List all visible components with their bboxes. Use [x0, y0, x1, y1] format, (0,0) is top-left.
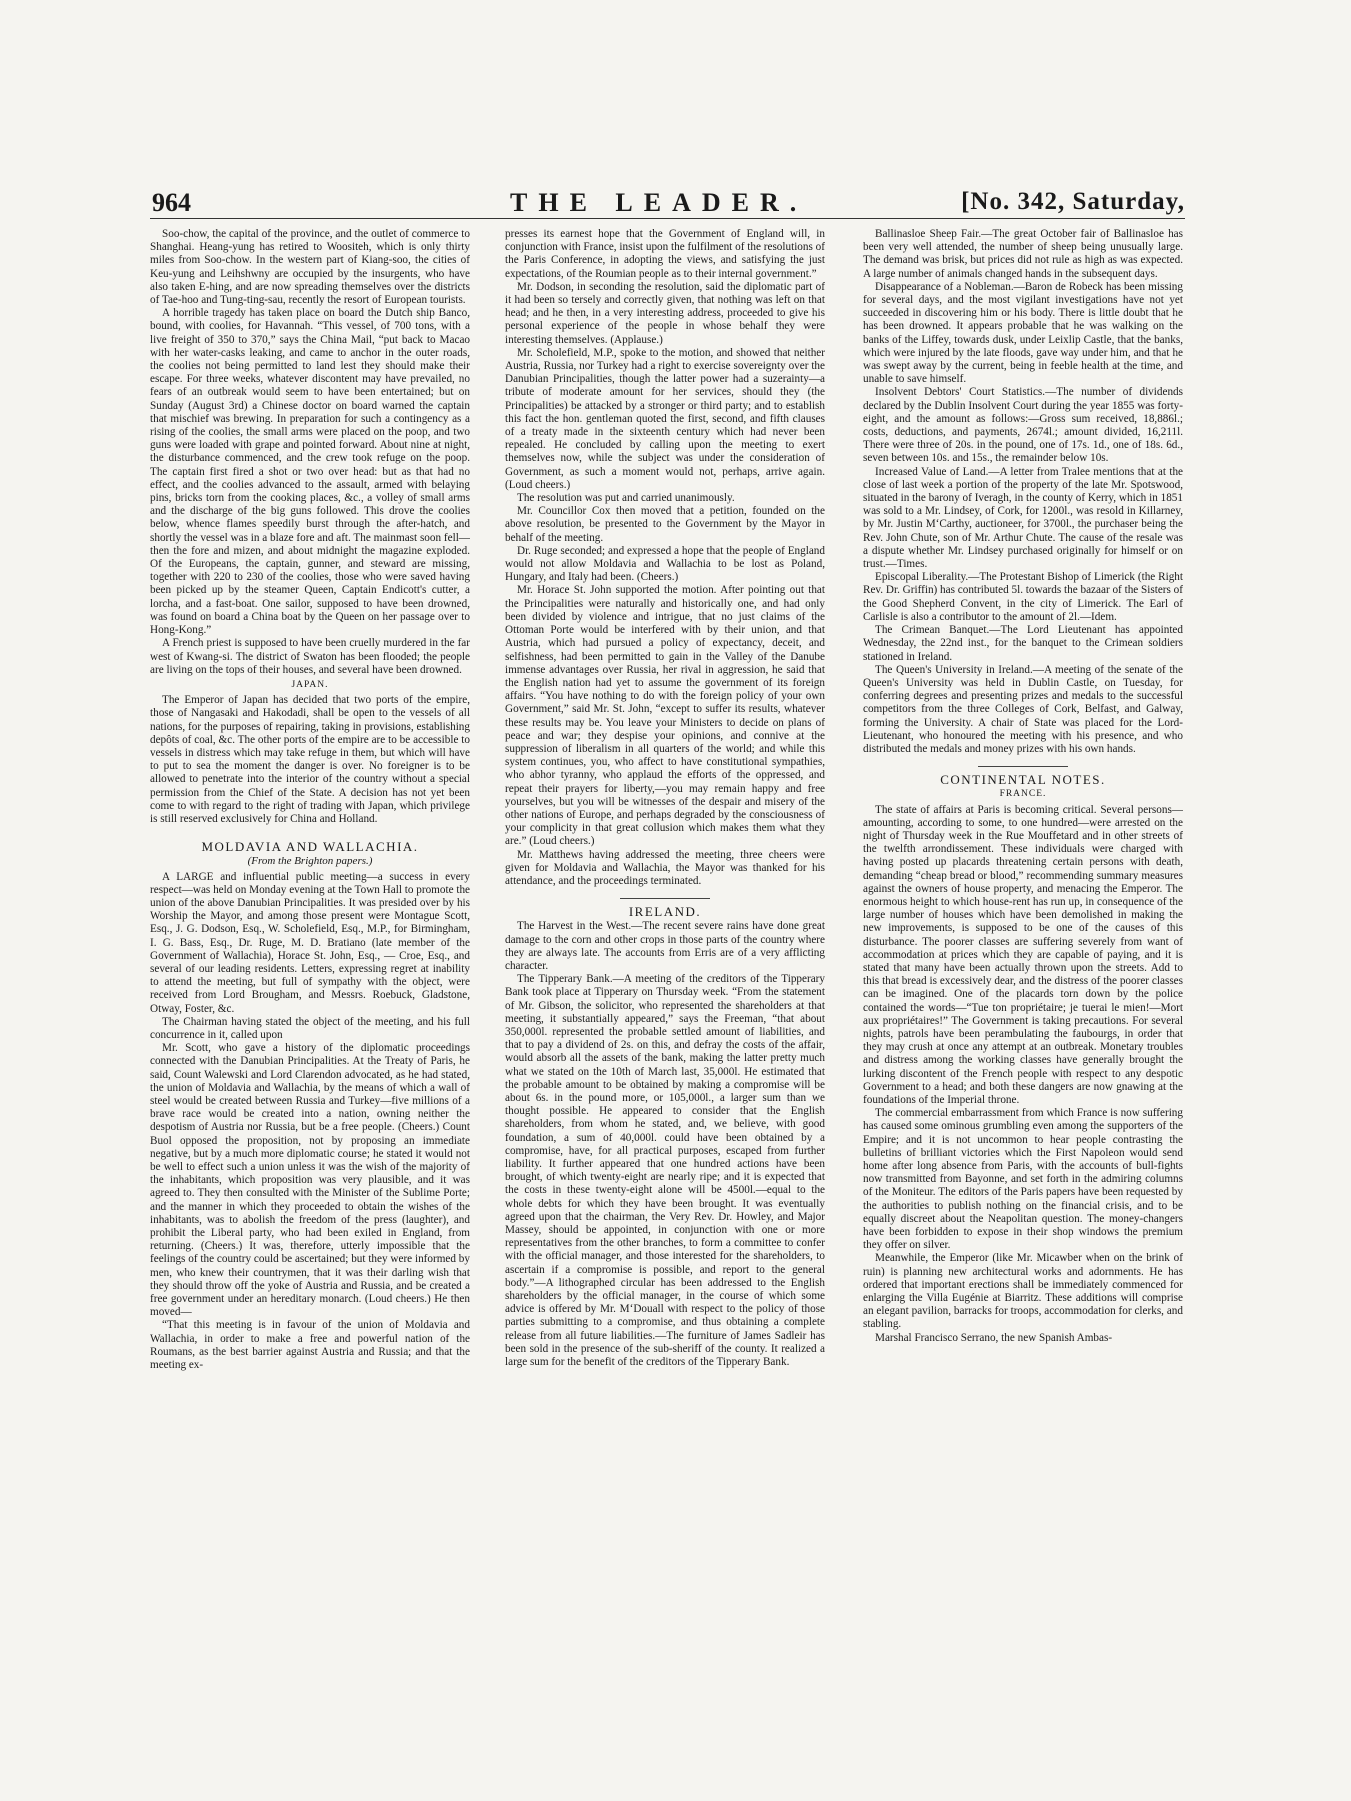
section-source: (From the Brighton papers.)	[247, 855, 373, 868]
section-heading-moldavia: MOLDAVIA AND WALLACHIA.	[201, 839, 419, 855]
article-paragraph: Mr. Scott, who gave a history of the diplomatic proceedings connected with the Danubian Principalities. At the Treaty of Paris, he said, Count Walewski and Lord Clarendon advocated, as he had stated, the union of Moldavia and Wallachia, by the means of which a wall of steel would be created between Russia and Turkey—five millions of a brave race would be created into a nation, owning neither the despotism of Austria nor Russia, but be a free people. (Cheers.) Count Buol opposed the proposition, not by proposing an immediate negative, but by a much more diplomatic course; he stated it would not be well to effect such a union unless it was the wish of the majority of the inhabitants, which proposition was very plausible, and it was agreed to. They then consulted with the Minister of the Sublime Porte; and the manner in which they proceeded to obtain the wishes of the inhabitants, was to abolish the freedom of the press (laughter), and prohibit the Liberal party, who had been exiled in England, from returning. (Cheers.) It was, therefore, utterly impossible that the feelings of the country could be ascertained; but they were informed by men, who knew their countrymen, that it was their darling wish that they should throw off the yoke of Austria and Russia, and be created a free government under an hereditary monarch. (Loud cheers.) He then moved—	[150, 1042, 470, 1319]
article-paragraph: The Queen's University in Ireland.—A meeting of the senate of the Queen's University was held in Dublin Castle, on Tuesday, for conferring degrees and presenting prizes and medals to the successful competitors from the three Colleges of Cork, Belfast, and Galway, forming the University. A chair of State was placed for the Lord-Lieutenant, who honoured the meeting with his presence, and who distributed the medals and money prizes with his own hands.	[863, 663, 1183, 755]
article-paragraph: presses its earnest hope that the Government of England will, in conjunction with France, insist upon the fulfilment of the resolutions of the Paris Conference, in adopting the views, and satisfying the just expectations, of the Roumian people as to their internal government.”	[505, 228, 825, 280]
article-paragraph: A LARGE and influential public meeting—a success in every respect—was held on Monday evening at the Town Hall to promote the union of the above Danubian Principalities. It was presided over by his Worship the Mayor, and among those present were Montague Scott, Esq., J. G. Dodson, Esq., W. Scholefield, Esq., M.P., for Birmingham, I. G. Bass, Esq., Dr. Ruge, M. D. Bratiano (late member of the Government of Wallachia), Horace St. John, Esq., — Croe, Esq., and several of our leading residents. Letters, expressing regret at inability to attend the meeting, but full of sympathy with the object, were received from Lord Brougham, and Messrs. Roebuck, Gladstone, Otway, Foster, &c.	[150, 870, 470, 1015]
article-paragraph: Mr. Horace St. John supported the motion. After pointing out that the Principalities were naturally and historically one, and had only been divided by violence and intrigue, that no just claims of the Ottoman Porte would be interfered with by their union, and that Austria, which had pursued a policy of expectancy, deceit, and selfishness, had been permitted to gain in the Valley of the Danube immense advantages over Russia, her rival in aggression, he said that the English nation had yet to assume the government of its foreign affairs. “You have nothing to do with the foreign policy of your own Government,” said Mr. St. John, “except to suffer its results, whatever these results may be. You leave your Ministers to decide on plans of peace and war; they despise your opinions, and connive at the suppression of liberalism in all quarters of the world; and while this system continues, you, who affect to have constitutional sympathies, who abhor tyranny, who applaud the efforts of the oppressed, and repeat their prayers for liberty,—you may remain happy and free yourselves, but you will be witnesses of the despair and misery of the other nations of Europe, and perhaps degraded by the consciousness of your complicity in that great collusion which makes them what they are.” (Loud cheers.)	[505, 584, 825, 848]
article-paragraph: Increased Value of Land.—A letter from Tralee mentions that at the close of last week a portion of the property of the late Mr. Spotswood, situated in the barony of Iveragh, in the county of Kerry, which in 1851 was sold to a Mr. Lindsey, of Cork, for 1200l., was resold in Killarney, by Mr. Justin M‘Carthy, auctioneer, for 3700l., the purchaser being the Rev. John Chute, son of Mr. Arthur Chute. The cause of the resale was a dispute whether Mr. Lindsey purchased originally for himself or on trust.—Times.	[863, 465, 1183, 571]
page-number: 964	[152, 188, 191, 217]
newspaper-title: THE LEADER.	[510, 188, 808, 217]
article-paragraph: Meanwhile, the Emperor (like Mr. Micawber when on the brink of ruin) is planning new architectural works and adornments. He has ordered that important erections shall be immediately commenced for enlarging the Villa Eugénie at Biarritz. These additions will comprise an elegant pavilion, barracks for troops, accommodation for clerks, and stabling.	[863, 1252, 1183, 1331]
section-heading-ireland: IRELAND.	[628, 904, 702, 920]
column-1	[150, 228, 470, 1788]
masthead	[150, 188, 1185, 219]
issue-info: [No. 342, Saturday,	[961, 188, 1185, 215]
article-paragraph: Mr. Matthews having addressed the meeting, three cheers were given for Moldavia and Wallachia, the Mayor was thanked for his attendance, and the proceedings terminated.	[505, 848, 825, 887]
column-3	[863, 228, 1183, 1788]
section-subheading-japan: JAPAN.	[291, 679, 329, 690]
article-paragraph: Soo-chow, the capital of the province, and the outlet of commerce to Shanghai. Heang-yung has retired to Woositeh, which is only thirty miles from Soo-chow. In the western part of Kiang-soo, the cities of Keu-yung and Leihshwny are occupied by the insurgents, who have also taken E-hing, and are now spreading themselves over the districts of Tae-hoo and Tung-ting-sau, recently the resort of European tourists.	[150, 228, 470, 307]
article-paragraph: “That this meeting is in favour of the union of Moldavia and Wallachia, in order to make a free and powerful nation of the Roumans, as the best barrier against Austria and Russia; and that the meeting ex-	[150, 1319, 470, 1372]
section-subheading-france: FRANCE.	[999, 789, 1047, 800]
divider	[978, 766, 1068, 767]
article-paragraph: Disappearance of a Nobleman.—Baron de Robeck has been missing for several days, and the most vigilant investigations have not yet succeeded in discovering him or his body. There is little doubt that he has been drowned. It appears probable that he was walking on the banks of the Liffey, towards dusk, under Leixlip Castle, that the banks, which were injured by the late floods, gave way under him, and that he was swept away by the current, being in feeble health at the time, and unable to save himself.	[863, 280, 1183, 386]
section-heading-continental: CONTINENTAL NOTES.	[940, 772, 1106, 788]
article-paragraph: A French priest is supposed to have been cruelly murdered in the far west of Kwang-si. The district of Swaton has been flooded; the people are living on the tops of their houses, and several have been drowned.	[150, 637, 470, 676]
article-paragraph: Mr. Councillor Cox then moved that a petition, founded on the above resolution, be presented to the Government by the Mayor in behalf of the meeting.	[505, 505, 825, 544]
article-paragraph: A horrible tragedy has taken place on board the Dutch ship Banco, bound, with coolies, for Havannah. “This vessel, of 700 tons, with a live freight of 350 to 370,” says the China Mail, “put back to Macao with her water-casks leaking, and came to anchor in the outer roads, the coolies not being permitted to land lest they should make their escape. For three weeks, whatever discontent may have prevailed, no fears of an outbreak would seem to have been entertained; but on Sunday (August 3rd) a Chinese doctor on board warned the captain that mischief was brewing. In preparation for such a contingency as a rising of the coolies, the small arms were placed on the poop, and two guns were loaded with grape and pointed forward. About nine at night, the disturbance commenced, and the crew took refuge on the poop. The captain first fired a shot or two over head: but as that had no effect, and the coolies advanced to the assault, armed with belaying pins, bricks torn from the cooking places, &c., a volley of small arms and the discharge of the big guns followed. This drove the coolies below, whence flames speedily burst through the after-hatch, and shortly the vessel was in a blaze fore and aft. The mainmast soon fell—then the fore and mizen, and about midnight the magazine exploded. Of the Europeans, the captain, gunner, and steward are missing, together with 220 to 230 of the coolies, those who were saved having been picked up by the steamer Queen, Captain Endicott's cutter, a lorcha, and a fast-boat. One sailor, supposed to have been drowned, was found on board a China boat by the Queen on her passage over to Hong-Kong.”	[150, 307, 470, 637]
article-paragraph: The Tipperary Bank.—A meeting of the creditors of the Tipperary Bank took place at Tipperary on Thursday week. “From the statement of Mr. Gibson, the solicitor, who represented the shareholders at that meeting, it substantially appeared,” says the Freeman, “that about 350,000l. represented the probable settled amount of liabilities, and that to pay a dividend of 2s. on this, and defray the costs of the affair, would absorb all the assets of the bank, making the latter pretty much what we stated on the 10th of March last, 35,000l. He estimated that the probable amount to be obtained by making a compromise will be about 6s. in the pound more, or 105,000l., a larger sum than we thought possible. He appeared to consider that the English shareholders, from whom he stated, and, we believe, with good foundation, a sum of 40,000l. could have been obtained by a compromise, have, for all practical purposes, escaped from further liability. It further appeared that one hundred actions have been brought, of which twenty-eight are nearly ripe; and it is expected that the costs in these twenty-eight alone will be 4500l.—equal to the whole debts for which they have been brought. It was eventually agreed upon that the chairman, the Very Rev. Dr. Howley, and Major Massey, should be appointed, in conjunction with one or more representatives from the other branches, to form a committee to confer with the official manager, and those interested for the shareholders, to ascertain if a compromise is possible, and report to the general body.”—A lithographed circular has been addressed to the English shareholders by the official manager, in the course of which some advice is offered by Mr. M‘Douall with respect to the policy of those parties submitting to a compromise, and thus obtaining a complete release from all future liabilities.—The furniture of James Sadleir has been sold in the presence of the sub-sheriff of the county. It realized a large sum for the benefit of the creditors of the Tipperary Bank.	[505, 973, 825, 1369]
article-paragraph: The commercial embarrassment from which France is now suffering has caused some ominous grumbling even among the supporters of the Empire; and it is not uncommon to hear people contrasting the bulletins of brilliant victories which the First Napoleon would send home after long absence from Paris, with the accounts of bull-fights now transmitted from Bayonne, and set forth in the admiring columns of the Moniteur. The editors of the Paris papers have been requested by the authorities to publish nothing on the financial crisis, and to be equally discreet about the Neapolitan question. The money-changers have been forbidden to expose in their shop windows the premium they offer on silver.	[863, 1107, 1183, 1252]
article-paragraph: Dr. Ruge seconded; and expressed a hope that the people of England would not allow Moldavia and Wallachia to be lost as Poland, Hungary, and Italy had been. (Cheers.)	[505, 544, 825, 584]
article-paragraph: Mr. Scholefield, M.P., spoke to the motion, and showed that neither Austria, Russia, nor Turkey had a right to exercise sovereignty over the Danubian Principalities, though the latter power had a suzerainty—a tribute of moderate amount for her services, should they (the Principalities) be attacked by a stronger or third party; and to establish this fact the hon. gentleman quoted the first, second, and fifth clauses of a treaty made in the sixteenth century which had never been repealed. He concluded by calling upon the meeting to exert themselves now, while the subject was under the consideration of Government, as such a moment would not, perhaps, arrive again. (Loud cheers.)	[505, 346, 825, 491]
divider	[620, 898, 710, 899]
newspaper-page	[150, 188, 1185, 1788]
article-paragraph: Episcopal Liberality.—The Protestant Bishop of Limerick (the Right Rev. Dr. Griffin) has contributed 5l. towards the bazaar of the Sisters of the Good Shepherd Convent, in the city of Limerick. The Earl of Carlisle is also a contributor to the amount of 2l.—Idem.	[863, 571, 1183, 623]
article-paragraph: The Harvest in the West.—The recent severe rains have done great damage to the corn and other crops in those parts of the country where they are always late. The accounts from Erris are of a very afflicting character.	[505, 920, 825, 972]
article-paragraph: Ballinasloe Sheep Fair.—The great October fair of Ballinasloe has been very well attended, the number of sheep being unusually large. The demand was brisk, but prices did not rule as high as was expected. A large number of animals changed hands in the subsequent days.	[863, 228, 1183, 280]
article-paragraph: The Crimean Banquet.—The Lord Lieutenant has appointed Wednesday, the 22nd inst., for the banquet to the Crimean soldiers stationed in Ireland.	[863, 624, 1183, 663]
article-paragraph: The state of affairs at Paris is becoming critical. Several persons—amounting, according to some, to one hundred—were arrested on the night of Thursday week in the Rue Mouffetard and in other streets of the twelfth arrondissement. These individuals were charged with having posted up placards threatening certain persons with death, demanding “cheap bread or blood,” recommending summary measures against the owners of house property, and menacing the Emperor. The enormous height to which house-rent has run up, in consequence of the large number of houses which have been demolished in making the new improvements, is supposed to be one of the causes of this disturbance. The poorer classes are suffering severely from want of accommodation at prices which they are capable of paying, and it is stated that many have been actually thrown upon the streets. Add to this that bread is excessively dear, and the distress of the poorer classes can be imagined. One of the placards torn down by the police contained the words—“Tue ton propriétaire; je tuerai le mien!—Mort aux propriétaires!” The Government is taking precautions. For several nights, patrols have been perambulating the faubourgs, in order that they may crush at once any attempt at an outbreak. Monetary troubles and distress among the working classes have generally brought the lurking discontent of the French people with respect to any despotic Government to a head; and both these dangers are now gnawing at the foundations of the Imperial throne.	[863, 803, 1183, 1106]
article-paragraph: Mr. Dodson, in seconding the resolution, said the diplomatic part of it had been so tersely and correctly given, that nothing was left on that head; and he then, in a very interesting address, proceeded to give his personal experience of the people in whose behalf they were interesting themselves. (Applause.)	[505, 280, 825, 346]
article-paragraph: Insolvent Debtors' Court Statistics.—The number of dividends declared by the Dublin Insolvent Court during the year 1855 was forty-eight, and the amount as follows:—Gross sum received, 18,886l.; costs, deductions, and payments, 2674l.; amount divided, 16,211l. There were three of 20s. in the pound, one of 17s. 1d., one of 18s. 6d., seven between 10s. and 15s., the remainder below 10s.	[863, 386, 1183, 465]
article-paragraph: Marshal Francisco Serrano, the new Spanish Ambas-	[875, 1331, 1113, 1344]
article-paragraph: The resolution was put and carried unanimously.	[517, 492, 735, 505]
article-paragraph: The Chairman having stated the object of the meeting, and his full concurrence in it, called upon	[150, 1015, 470, 1041]
column-2	[505, 228, 825, 1788]
article-paragraph: The Emperor of Japan has decided that two ports of the empire, those of Nangasaki and Hakodadi, shall be open to the vessels of all nations, for the purposes of repairing, taking in provisions, establishing depôts of coal, &c. The other ports of the empire are to be accessible to vessels in distress which may take refuge in them, but which will have to put to sea the moment the danger is over. No foreigner is to be allowed to penetrate into the interior of the country without a special permission from the Chief of the State. A decision has not yet been come to with regard to the right of trading with Japan, which privilege is still reserved exclusively for China and Holland.	[150, 694, 470, 825]
